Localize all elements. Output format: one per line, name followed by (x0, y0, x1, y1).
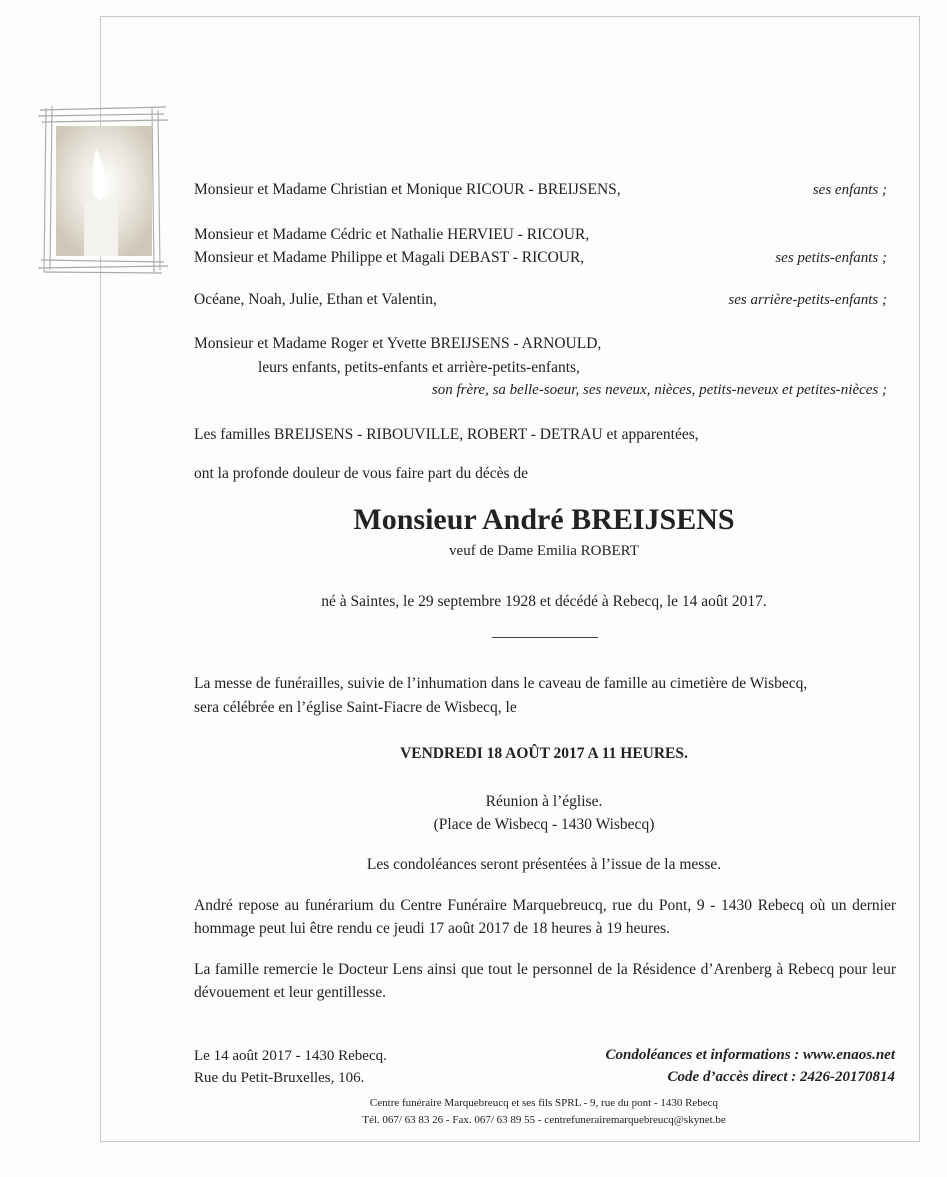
relation-grandchildren: ses petits-enfants ; (775, 250, 887, 266)
footer-info: Condoléances et informations : www.enaos.net (605, 1047, 895, 1063)
relation-brother: son frère, sa belle-soeur, ses neveux, nièces, petits-neveux et petites-nièces ; (431, 382, 887, 398)
footer-date-place: Le 14 août 2017 - 1430 Rebecq. (194, 1048, 387, 1064)
rest-paragraph: André repose au funérarium du Centre Funéraire Marquebreucq, rue du Pont, 9 - 1430 Rebecq où un dernier hommage peut lui être rendu ce jeudi 17 août 2017 de 18 heures à 19 heures. (194, 897, 896, 937)
ceremony-line-1: La messe de funérailles, suivie de l’inhumation dans le caveau de famille au cimetière de Wisbecq, (194, 675, 808, 692)
ceremony-line-2: sera célébrée en l’église Saint-Fiacre de Wisbecq, le (194, 699, 517, 716)
family-row-brother-sub: leurs enfants, petits-enfants et arrière-petits-enfants, (258, 359, 580, 376)
separator-line (492, 637, 598, 638)
family-row-grandchildren-a: Monsieur et Madame Cédric et Nathalie HERVIEU - RICOUR, (194, 226, 590, 243)
footer-contact: Tél. 067/ 63 83 26 - Fax. 067/ 63 89 55 - centrefunerairemarquebreucq@skynet.be (362, 1114, 726, 1126)
family-row-children: Monsieur et Madame Christian et Monique RICOUR - BREIJSENS, (194, 181, 621, 198)
deceased-name: Monsieur André BREIJSENS (353, 503, 735, 536)
relation-children: ses enfants ; (812, 182, 887, 198)
footer-street: Rue du Petit-Bruxelles, 106. (194, 1070, 365, 1086)
family-row-grandchildren-b: Monsieur et Madame Philippe et Magali DEBAST - RICOUR, (194, 249, 585, 266)
footer-company: Centre funéraire Marquebreucq et ses fils SPRL - 9, rue du pont - 1430 Rebecq (369, 1097, 719, 1109)
meeting-address: (Place de Wisbecq - 1430 Wisbecq) (433, 816, 655, 833)
candle-image (38, 104, 168, 274)
family-row-families: Les familles BREIJSENS - RIBOUVILLE, ROBERT - DETRAU et apparentées, (194, 426, 699, 443)
ceremony-datetime: VENDREDI 18 AOÛT 2017 A 11 HEURES. (400, 745, 688, 762)
thanks-paragraph: La famille remercie le Docteur Lens ainsi que tout le personnel de la Résidence d’Arenberg à Rebecq pour leur dévouement et leur gentillesse. (194, 961, 896, 1001)
birth-death-dates: né à Saintes, le 29 septembre 1928 et décédé à Rebecq, le 14 août 2017. (321, 593, 767, 610)
meeting-line: Réunion à l’église. (485, 793, 603, 810)
footer-code: Code d’accès direct : 2426-20170814 (667, 1069, 895, 1085)
relation-great-grandchildren: ses arrière-petits-enfants ; (728, 292, 887, 308)
condolences-line: Les condoléances seront présentées à l’issue de la messe. (366, 856, 722, 873)
widower-line: veuf de Dame Emilia ROBERT (449, 543, 639, 559)
family-row-great-grandchildren: Océane, Noah, Julie, Ethan et Valentin, (194, 291, 437, 308)
announcement-text: ont la profonde douleur de vous faire part du décès de (194, 465, 528, 482)
family-row-brother: Monsieur et Madame Roger et Yvette BREIJSENS - ARNOULD, (194, 335, 602, 352)
